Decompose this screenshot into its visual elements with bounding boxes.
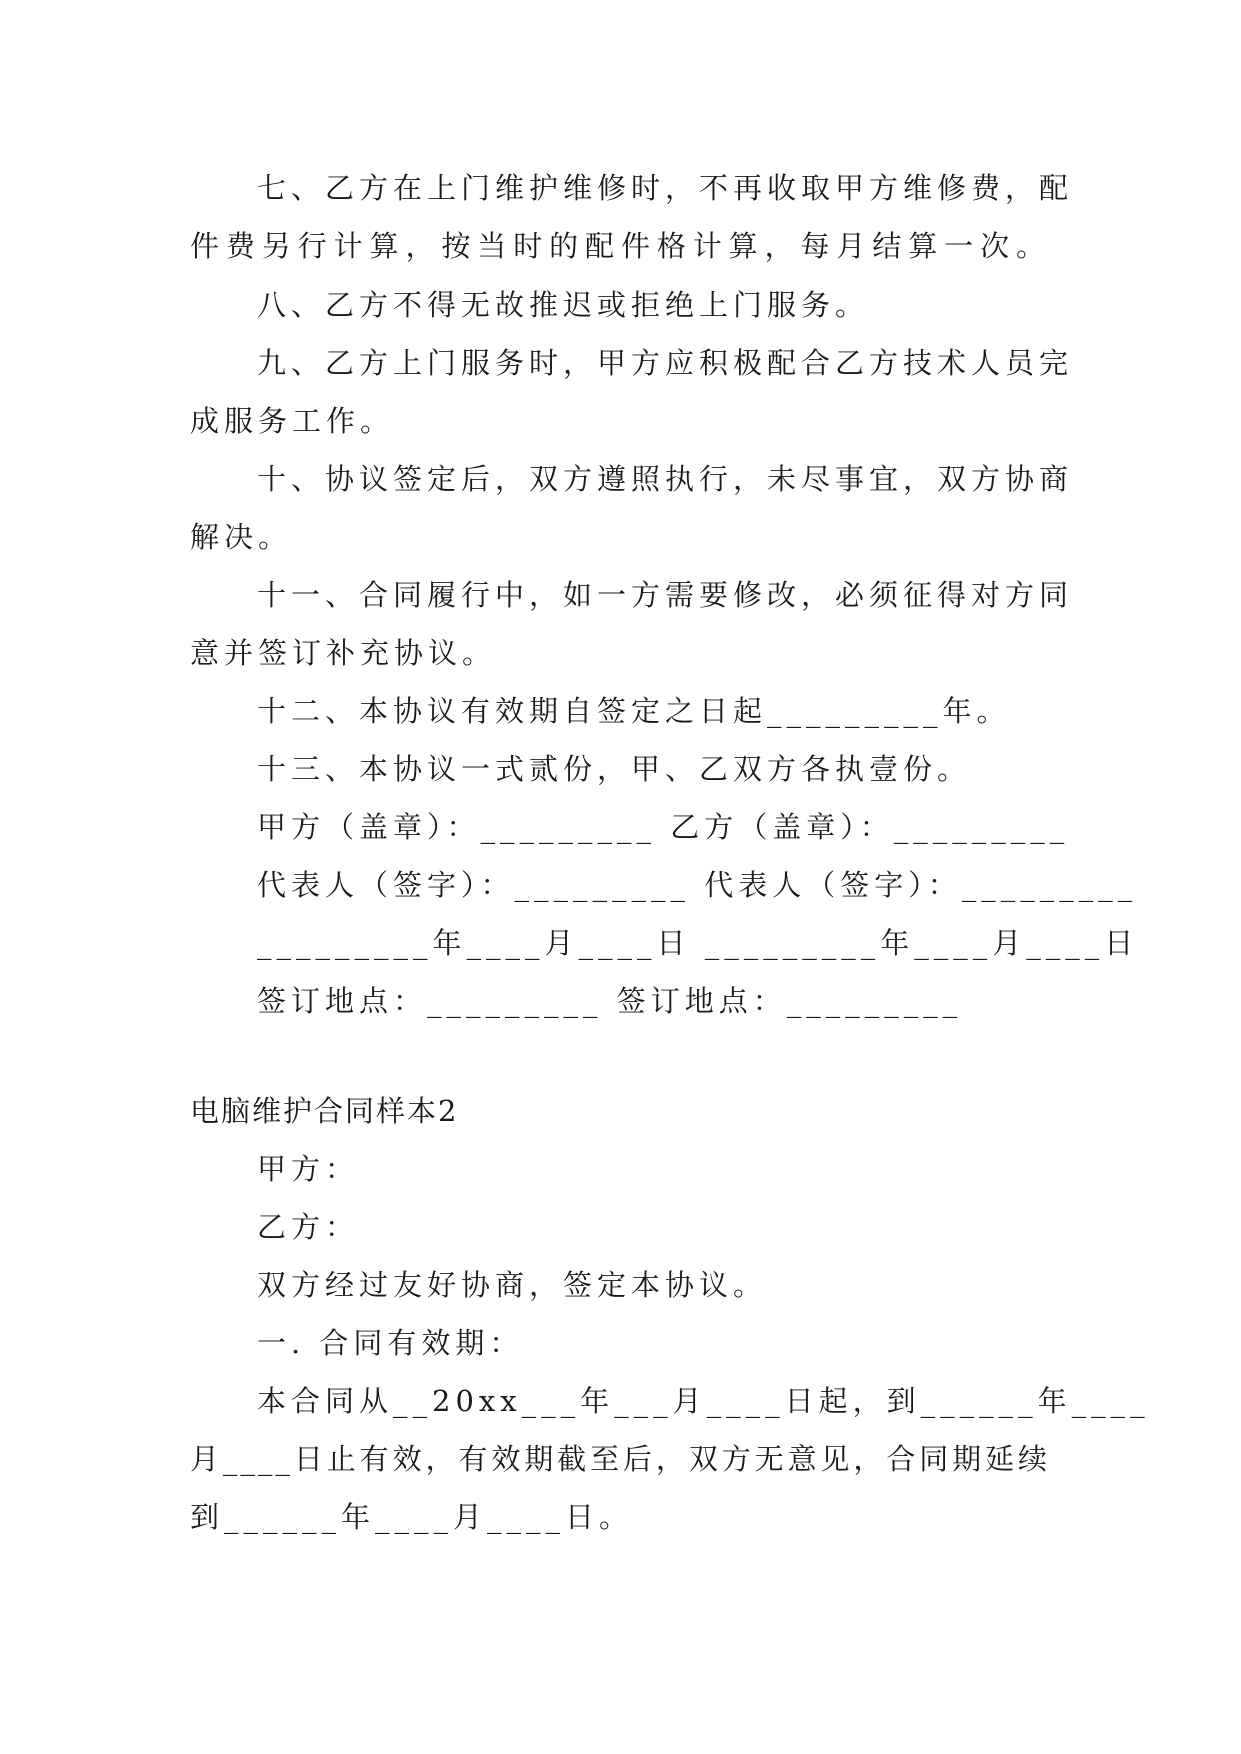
term-line-2: 月____日止有效，有效期截至后，双方无意见，合同期延续 [190, 1442, 1050, 1476]
term-line-1: 本合同从__20xx___年___月____日起，到______年____ [257, 1384, 1150, 1418]
section-title: 电脑维护合同样本2 [190, 1094, 459, 1128]
clause-13: 十三、本协议一式贰份，甲、乙双方各执壹份。 [257, 752, 972, 786]
clause-10-line-2: 解决。 [190, 520, 293, 554]
term-line-3: 到______年____月____日。 [190, 1500, 634, 1534]
clause-9-line-2: 成服务工作。 [190, 404, 395, 438]
clause-8: 八、乙方不得无故推迟或拒绝上门服务。 [257, 288, 870, 322]
clause-11-line-2: 意并签订补充协议。 [190, 636, 497, 670]
clause-10-line-1: 十、协议签定后，双方遵照执行，未尽事宜，双方协商 [257, 462, 1074, 496]
clause-12: 十二、本协议有效期自签定之日起_________年。 [257, 694, 1011, 728]
date-line: _________年____月____日 _________年____月____日 [257, 926, 1139, 960]
party-b-label: 乙方： [257, 1210, 360, 1244]
representative-sign-line: 代表人（签字）：_________ 代表人（签字）：_________ [257, 868, 1138, 902]
clause-9-line-1: 九、乙方上门服务时，甲方应积极配合乙方技术人员完 [257, 346, 1074, 380]
clause-7-line-2: 件费另行计算，按当时的配件格计算，每月结算一次。 [190, 229, 1050, 263]
signing-place-line: 签订地点：_________ 签订地点：_________ [257, 984, 963, 1018]
party-seal-line: 甲方（盖章）：_________ 乙方（盖章）：_________ [257, 810, 1070, 844]
clause-11-line-1: 十一、合同履行中，如一方需要修改，必须征得对方同 [257, 578, 1074, 612]
party-a-label: 甲方： [257, 1152, 360, 1186]
agreement-intro: 双方经过友好协商，签定本协议。 [257, 1268, 768, 1302]
term-heading: 一. 合同有效期： [257, 1326, 524, 1360]
clause-7-line-1: 七、乙方在上门维护维修时，不再收取甲方维修费，配 [257, 171, 1074, 205]
